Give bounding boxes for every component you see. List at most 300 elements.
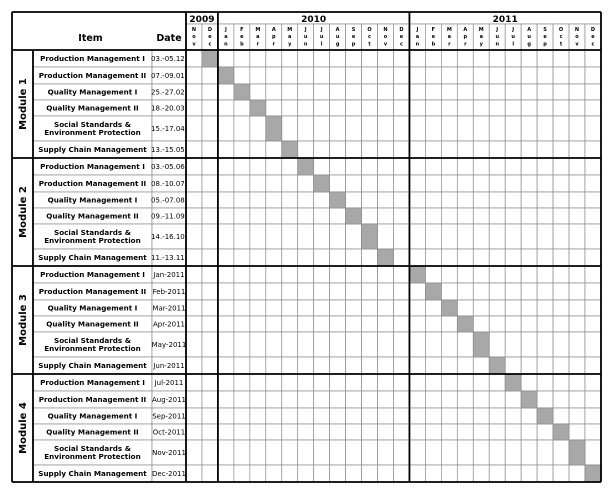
- schedule-cell: [234, 408, 250, 424]
- schedule-cell: [250, 440, 266, 465]
- schedule-cell: [314, 266, 330, 283]
- schedule-cell: [378, 158, 394, 175]
- schedule-cell: [425, 208, 441, 224]
- schedule-cell: [218, 116, 234, 141]
- schedule-cell: [266, 192, 282, 208]
- date-label: Jul-2011: [154, 379, 184, 387]
- schedule-cell: [298, 67, 314, 84]
- schedule-cell: [457, 158, 473, 175]
- schedule-cell: [409, 224, 425, 249]
- schedule-cell: [346, 50, 362, 67]
- schedule-cell: [425, 100, 441, 116]
- date-label: Aug-2011: [151, 396, 187, 404]
- schedule-cell: [521, 465, 537, 482]
- schedule-cell: [202, 357, 218, 374]
- schedule-cell: [393, 249, 409, 266]
- schedule-cell: [473, 116, 489, 141]
- schedule-cell: [202, 391, 218, 408]
- schedule-cell: [409, 465, 425, 482]
- schedule-cell: [457, 374, 473, 391]
- schedule-cell: [250, 249, 266, 266]
- schedule-cell: [314, 50, 330, 67]
- schedule-cell: [441, 424, 457, 440]
- item-label: Quality Management II: [46, 427, 139, 437]
- schedule-cell: [441, 391, 457, 408]
- schedule-cell: [393, 374, 409, 391]
- schedule-cell: [409, 158, 425, 175]
- schedule-cell: [362, 283, 378, 300]
- schedule-cell: [457, 224, 473, 249]
- schedule-cell: [473, 408, 489, 424]
- schedule-cell: [537, 192, 553, 208]
- schedule-cell: [282, 266, 298, 283]
- schedule-cell: [489, 374, 505, 391]
- schedule-cell: [409, 100, 425, 116]
- year-label: 2010: [301, 15, 327, 25]
- schedule-cell: [521, 192, 537, 208]
- schedule-cell: [537, 67, 553, 84]
- scheduled-month-fill: [409, 266, 425, 283]
- scheduled-month-fill: [521, 391, 537, 408]
- schedule-cell: [457, 440, 473, 465]
- schedule-cell: [537, 391, 553, 408]
- schedule-cell: [362, 175, 378, 192]
- schedule-cell: [569, 158, 585, 175]
- schedule-cell: [553, 357, 569, 374]
- schedule-cell: [441, 100, 457, 116]
- item-label: Environment Protection: [44, 344, 141, 353]
- schedule-cell: [218, 316, 234, 332]
- schedule-cell: [537, 100, 553, 116]
- schedule-cell: [521, 50, 537, 67]
- scheduled-month-fill: [441, 300, 457, 316]
- schedule-cell: [489, 67, 505, 84]
- schedule-cell: [298, 408, 314, 424]
- schedule-cell: [553, 374, 569, 391]
- schedule-cell: [537, 84, 553, 100]
- schedule-cell: [186, 266, 202, 283]
- schedule-cell: [393, 50, 409, 67]
- schedule-cell: [505, 158, 521, 175]
- schedule-cell: [282, 67, 298, 84]
- schedule-cell: [282, 208, 298, 224]
- schedule-cell: [457, 283, 473, 300]
- date-label: 09.-11.09.: [151, 212, 187, 221]
- schedule-cell: [202, 100, 218, 116]
- schedule-cell: [553, 465, 569, 482]
- schedule-cell: [585, 141, 601, 158]
- schedule-cell: [250, 374, 266, 391]
- date-label: 14.-16.10.: [151, 233, 187, 241]
- scheduled-month-fill: [298, 158, 314, 175]
- schedule-cell: [298, 141, 314, 158]
- schedule-cell: [537, 141, 553, 158]
- schedule-cell: [489, 158, 505, 175]
- schedule-cell: [234, 440, 250, 465]
- schedule-cell: [362, 208, 378, 224]
- item-label: Production Management I: [40, 378, 145, 387]
- schedule-cell: [425, 440, 441, 465]
- schedule-cell: [553, 283, 569, 300]
- schedule-cell: [202, 175, 218, 192]
- schedule-cell: [218, 175, 234, 192]
- scheduled-month-fill: [314, 175, 330, 192]
- schedule-cell: [378, 175, 394, 192]
- schedule-cell: [425, 50, 441, 67]
- schedule-cell: [441, 208, 457, 224]
- scheduled-month-fill: [553, 424, 569, 440]
- schedule-cell: [314, 67, 330, 84]
- schedule-cell: [218, 192, 234, 208]
- schedule-cell: [409, 50, 425, 67]
- schedule-cell: [425, 158, 441, 175]
- date-label: 13.-15.05.: [151, 146, 187, 154]
- schedule-cell: [393, 391, 409, 408]
- schedule-cell: [346, 141, 362, 158]
- schedule-cell: [298, 332, 314, 357]
- schedule-cell: [441, 283, 457, 300]
- schedule-cell: [505, 116, 521, 141]
- schedule-cell: [314, 391, 330, 408]
- schedule-cell: [330, 316, 346, 332]
- schedule-cell: [330, 100, 346, 116]
- schedule-cell: [489, 249, 505, 266]
- schedule-cell: [537, 283, 553, 300]
- schedule-cell: [202, 465, 218, 482]
- schedule-cell: [569, 100, 585, 116]
- schedule-cell: [186, 100, 202, 116]
- schedule-cell: [330, 224, 346, 249]
- schedule-cell: [346, 316, 362, 332]
- schedule-cell: [346, 67, 362, 84]
- schedule-cell: [441, 374, 457, 391]
- schedule-cell: [314, 141, 330, 158]
- schedule-cell: [489, 424, 505, 440]
- schedule-cell: [346, 283, 362, 300]
- month-label: N o v: [383, 27, 388, 48]
- date-label: Oct-2011: [152, 428, 186, 437]
- schedule-cell: [266, 424, 282, 440]
- schedule-cell: [186, 208, 202, 224]
- schedule-cell: [362, 67, 378, 84]
- schedule-cell: [266, 391, 282, 408]
- schedule-cell: [330, 116, 346, 141]
- schedule-cell: [521, 332, 537, 357]
- schedule-cell: [521, 175, 537, 192]
- schedule-cell: [521, 67, 537, 84]
- schedule-cell: [266, 374, 282, 391]
- schedule-cell: [409, 408, 425, 424]
- schedule-cell: [521, 158, 537, 175]
- schedule-cell: [409, 141, 425, 158]
- schedule-cell: [186, 357, 202, 374]
- schedule-cell: [330, 300, 346, 316]
- schedule-cell: [521, 224, 537, 249]
- schedule-cell: [346, 465, 362, 482]
- schedule-cell: [186, 50, 202, 67]
- schedule-cell: [346, 300, 362, 316]
- schedule-cell: [457, 424, 473, 440]
- schedule-cell: [585, 408, 601, 424]
- schedule-cell: [537, 249, 553, 266]
- month-label: A u g: [527, 27, 532, 48]
- schedule-cell: [393, 84, 409, 100]
- schedule-cell: [505, 465, 521, 482]
- date-label: Dec-2011: [152, 470, 186, 478]
- schedule-cell: [250, 50, 266, 67]
- schedule-cell: [330, 391, 346, 408]
- schedule-cell: [250, 208, 266, 224]
- schedule-cell: [234, 374, 250, 391]
- schedule-cell: [378, 391, 394, 408]
- schedule-cell: [378, 100, 394, 116]
- month-label: D e c: [207, 27, 213, 48]
- header-corner-cell: [12, 12, 186, 50]
- schedule-cell: [282, 224, 298, 249]
- schedule-cell: [425, 408, 441, 424]
- scheduled-month-fill: [378, 249, 394, 266]
- schedule-cell: [521, 408, 537, 424]
- month-label: O c t: [367, 27, 372, 48]
- schedule-cell: [569, 357, 585, 374]
- schedule-cell: [585, 192, 601, 208]
- schedule-cell: [441, 316, 457, 332]
- date-label: 11.-13.11.: [151, 254, 187, 262]
- schedule-cell: [266, 224, 282, 249]
- schedule-cell: [186, 316, 202, 332]
- item-label: Production Management II: [38, 287, 147, 296]
- schedule-cell: [282, 158, 298, 175]
- schedule-cell: [266, 316, 282, 332]
- schedule-cell: [537, 116, 553, 141]
- schedule-cell: [218, 332, 234, 357]
- schedule-cell: [282, 116, 298, 141]
- schedule-cell: [362, 116, 378, 141]
- schedule-cell: [330, 84, 346, 100]
- schedule-cell: [186, 158, 202, 175]
- schedule-cell: [585, 440, 601, 465]
- schedule-cell: [569, 374, 585, 391]
- schedule-cell: [441, 224, 457, 249]
- schedule-cell: [266, 465, 282, 482]
- schedule-cell: [346, 332, 362, 357]
- schedule-cell: [202, 283, 218, 300]
- schedule-cell: [378, 84, 394, 100]
- schedule-cell: [489, 141, 505, 158]
- schedule-cell: [282, 50, 298, 67]
- date-label: 05.-07.08.: [151, 196, 187, 205]
- schedule-cell: [457, 67, 473, 84]
- schedule-cell: [218, 224, 234, 249]
- month-label: M a y: [478, 27, 484, 48]
- schedule-cell: [393, 408, 409, 424]
- schedule-cell: [346, 224, 362, 249]
- date-label: 08.-10.07.: [151, 180, 187, 188]
- scheduled-month-fill: [250, 100, 266, 116]
- schedule-cell: [585, 249, 601, 266]
- schedule-cell: [521, 300, 537, 316]
- schedule-cell: [537, 50, 553, 67]
- schedule-cell: [569, 408, 585, 424]
- schedule-cell: [378, 424, 394, 440]
- schedule-cell: [553, 50, 569, 67]
- schedule-cell: [378, 374, 394, 391]
- schedule-cell: [585, 208, 601, 224]
- schedule-cell: [186, 374, 202, 391]
- schedule-cell: [378, 408, 394, 424]
- schedule-cell: [505, 424, 521, 440]
- schedule-cell: [553, 249, 569, 266]
- schedule-cell: [505, 357, 521, 374]
- schedule-cell: [521, 283, 537, 300]
- item-label: Production Management II: [38, 179, 147, 188]
- schedule-cell: [569, 175, 585, 192]
- schedule-cell: [473, 465, 489, 482]
- schedule-cell: [409, 283, 425, 300]
- schedule-cell: [378, 67, 394, 84]
- schedule-cell: [298, 116, 314, 141]
- schedule-cell: [489, 332, 505, 357]
- item-label: Quality Management I: [47, 87, 138, 97]
- schedule-cell: [553, 440, 569, 465]
- schedule-cell: [425, 116, 441, 141]
- schedule-cell: [346, 158, 362, 175]
- schedule-cell: [425, 141, 441, 158]
- schedule-cell: [489, 116, 505, 141]
- schedule-cell: [362, 100, 378, 116]
- schedule-cell: [409, 332, 425, 357]
- schedule-cell: [282, 465, 298, 482]
- month-label: M a r: [255, 27, 261, 48]
- schedule-cell: [234, 67, 250, 84]
- schedule-cell: [393, 224, 409, 249]
- schedule-cell: [537, 175, 553, 192]
- schedule-cell: [489, 175, 505, 192]
- month-label: O c t: [558, 27, 564, 48]
- schedule-cell: [393, 141, 409, 158]
- year-label: 2009: [189, 15, 215, 25]
- schedule-cell: [553, 116, 569, 141]
- schedule-cell: [425, 224, 441, 249]
- date-label: 03.-05.06.: [151, 163, 187, 171]
- schedule-cell: [314, 283, 330, 300]
- schedule-cell: [569, 465, 585, 482]
- item-label: Quality Management I: [47, 411, 138, 421]
- schedule-cell: [314, 249, 330, 266]
- schedule-cell: [457, 192, 473, 208]
- schedule-cell: [314, 332, 330, 357]
- schedule-cell: [234, 50, 250, 67]
- schedule-cell: [186, 249, 202, 266]
- schedule-cell: [505, 100, 521, 116]
- schedule-cell: [362, 374, 378, 391]
- schedule-cell: [425, 249, 441, 266]
- schedule-cell: [266, 283, 282, 300]
- schedule-cell: [202, 300, 218, 316]
- schedule-cell: [330, 283, 346, 300]
- schedule-cell: [585, 332, 601, 357]
- schedule-cell: [585, 374, 601, 391]
- schedule-cell: [298, 175, 314, 192]
- schedule-cell: [489, 192, 505, 208]
- schedule-cell: [346, 192, 362, 208]
- schedule-cell: [569, 283, 585, 300]
- schedule-cell: [298, 374, 314, 391]
- schedule-cell: [569, 266, 585, 283]
- schedule-cell: [250, 67, 266, 84]
- schedule-cell: [457, 300, 473, 316]
- schedule-cell: [186, 440, 202, 465]
- schedule-cell: [585, 316, 601, 332]
- schedule-cell: [393, 465, 409, 482]
- schedule-cell: [425, 316, 441, 332]
- schedule-cell: [298, 440, 314, 465]
- schedule-cell: [282, 84, 298, 100]
- schedule-cell: [457, 116, 473, 141]
- month-label: D e c: [399, 27, 404, 48]
- schedule-cell: [457, 332, 473, 357]
- schedule-cell: [409, 208, 425, 224]
- schedule-cell: [362, 424, 378, 440]
- schedule-cell: [250, 175, 266, 192]
- year-label: 2011: [492, 15, 518, 25]
- schedule-cell: [202, 141, 218, 158]
- schedule-cell: [202, 67, 218, 84]
- schedule-cell: [346, 374, 362, 391]
- schedule-cell: [569, 332, 585, 357]
- schedule-cell: [473, 266, 489, 283]
- schedule-cell: [218, 208, 234, 224]
- schedule-cell: [409, 357, 425, 374]
- schedule-cell: [569, 300, 585, 316]
- schedule-cell: [298, 100, 314, 116]
- schedule-cell: [473, 67, 489, 84]
- schedule-cell: [362, 84, 378, 100]
- schedule-cell: [425, 357, 441, 374]
- schedule-cell: [250, 300, 266, 316]
- schedule-cell: [441, 175, 457, 192]
- schedule-cell: [585, 357, 601, 374]
- module-label: Module 1: [18, 78, 29, 130]
- schedule-cell: [298, 249, 314, 266]
- schedule-cell: [521, 116, 537, 141]
- schedule-cell: [473, 141, 489, 158]
- schedule-cell: [202, 84, 218, 100]
- month-label: J a n: [415, 27, 420, 48]
- schedule-cell: [234, 316, 250, 332]
- schedule-cell: [282, 283, 298, 300]
- schedule-cell: [282, 408, 298, 424]
- schedule-cell: [393, 192, 409, 208]
- scheduled-month-fill: [569, 440, 585, 465]
- schedule-cell: [218, 100, 234, 116]
- schedule-cell: [266, 141, 282, 158]
- schedule-cell: [378, 465, 394, 482]
- schedule-cell: [266, 175, 282, 192]
- schedule-cell: [553, 224, 569, 249]
- schedule-cell: [537, 266, 553, 283]
- schedule-cell: [505, 300, 521, 316]
- schedule-cell: [202, 208, 218, 224]
- schedule-cell: [218, 300, 234, 316]
- schedule-cell: [266, 440, 282, 465]
- schedule-cell: [569, 249, 585, 266]
- schedule-cell: [314, 300, 330, 316]
- schedule-cell: [282, 192, 298, 208]
- schedule-cell: [266, 266, 282, 283]
- schedule-cell: [362, 141, 378, 158]
- schedule-cell: [457, 408, 473, 424]
